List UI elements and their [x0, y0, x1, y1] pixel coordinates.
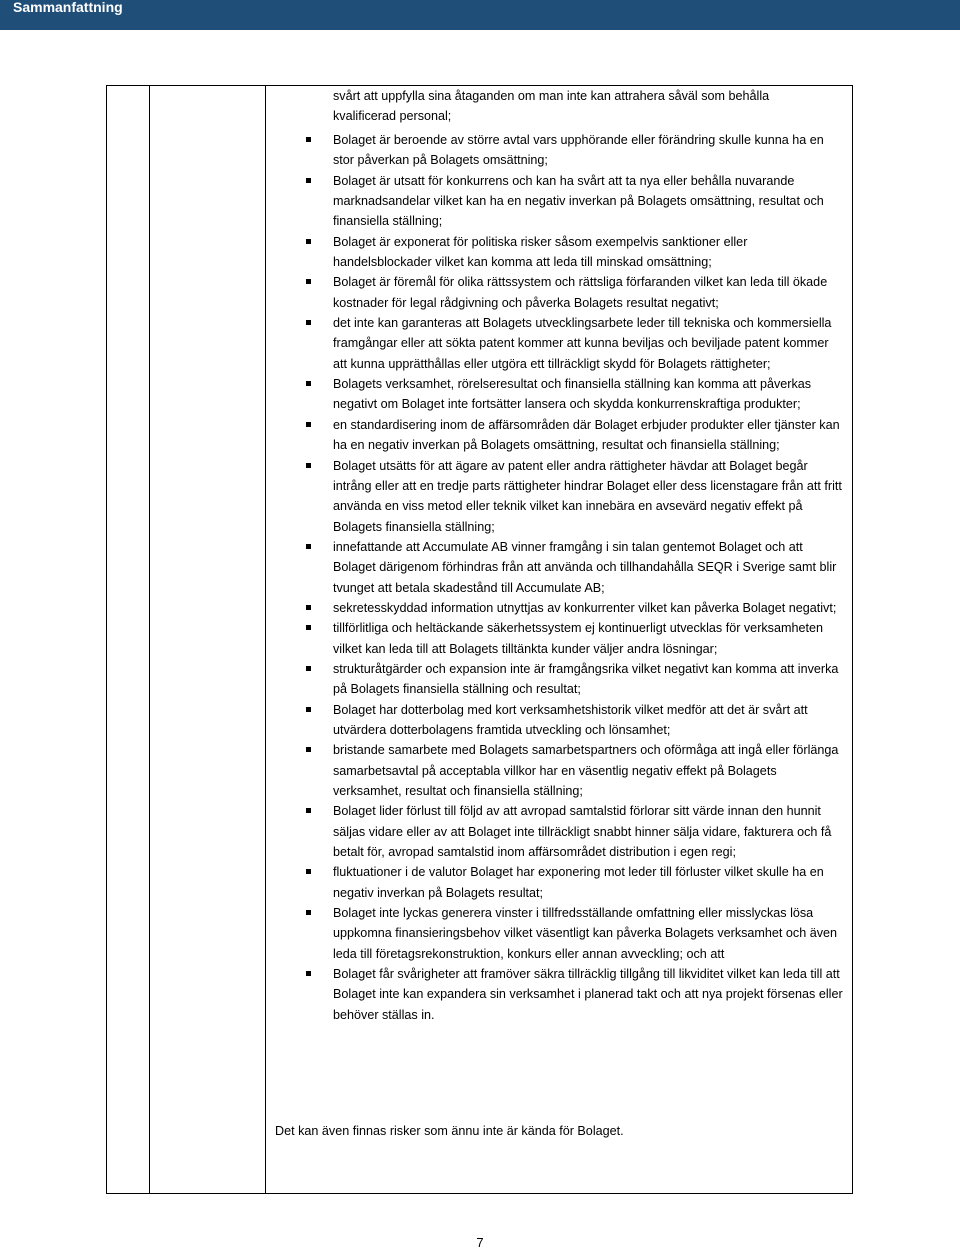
- square-bullet-icon: [306, 320, 311, 325]
- list-item: [306, 130, 846, 171]
- list-item-text: innefattande att Accumulate AB vinner framgång i sin talan gentemot Bolaget och att Bolaget därigenom förhindras från att använda och tillhandahålla SEQR i Sverige samt blir tvunget att betala skadestånd till Accumulate AB;: [333, 539, 837, 595]
- list-item: [306, 272, 846, 313]
- list-item: [306, 171, 846, 232]
- square-bullet-icon: [306, 808, 311, 813]
- list-item: [306, 801, 846, 862]
- list-item: [306, 415, 846, 456]
- list-item-text: en standardisering inom de affärsområden där Bolaget erbjuder produkter eller tjänster kan ha en negativ inverkan på Bolagets omsättning, resultat och finansiella ställning;: [333, 417, 840, 453]
- list-item-text: Bolaget utsätts för att ägare av patent eller andra rättigheter hävdar att Bolaget begår intrång eller att en tredje parts rättigheter hindrar Bolaget eller dess licenstagare från att fritt använda en viss metod eller teknik vilket kan innebära en avsevärd negativ effekt på Bolagets finansiella ställning;: [333, 458, 842, 534]
- square-bullet-icon: [306, 605, 311, 610]
- continued-text-line: svårt att uppfylla sina åtaganden om man inte kan attrahera såväl som behålla: [333, 89, 770, 103]
- list-item-text: sekretesskyddad information utnyttjas av konkurrenter vilket kan påverka Bolaget negativt;: [333, 600, 837, 615]
- list-item-text: bristande samarbete med Bolagets samarbetspartners och oförmåga att ingå eller förlänga samarbetsavtal på acceptabla villkor har en väsentlig negativ effekt på Bolagets verksamhet, resultat och finansiella ställning;: [333, 743, 839, 798]
- continued-text-line: kvalificerad personal;: [333, 109, 452, 123]
- square-bullet-icon: [306, 971, 311, 976]
- square-bullet-icon: [306, 137, 311, 142]
- risk-list: [306, 130, 846, 1025]
- list-item-text: Bolaget är utsatt för konkurrens och kan ha svårt att ta nya eller behålla nuvarande marknadsandelar vilket kan ha en negativ inverkan på Bolagets omsättning, resultat och finansiella ställning;: [333, 173, 824, 229]
- list-item: [306, 903, 846, 964]
- closing-statement: Det kan även finnas risker som ännu inte är kända för Bolaget.: [275, 1124, 624, 1138]
- list-item: [306, 740, 846, 801]
- square-bullet-icon: [306, 422, 311, 427]
- list-item-text: det inte kan garanteras att Bolagets utvecklingsarbete leder till tekniska och kommersiella framgångar eller att sökta patent kommer att kunna beviljas och beviljade patent kommer att kunna upprätthållas eller utgöra ett tillräckligt skydd för Bolagets rättigheter;: [333, 316, 832, 371]
- list-item-text: strukturåtgärder och expansion inte är framgångsrika vilket negativt kan komma att inverka på Bolagets finansiella ställning och resultat;: [333, 661, 839, 697]
- square-bullet-icon: [306, 239, 311, 244]
- square-bullet-icon: [306, 707, 311, 712]
- list-item: [306, 232, 846, 273]
- list-item: [306, 659, 846, 700]
- list-item-text: Bolaget är beroende av större avtal vars upphörande eller förändring skulle kunna ha en stor påverkan på Bolagets omsättning;: [333, 133, 824, 168]
- list-item: [306, 537, 846, 598]
- list-item: [306, 598, 846, 618]
- list-item: [306, 862, 846, 903]
- list-item: [306, 700, 846, 741]
- table-content-cell: [107, 86, 852, 1193]
- square-bullet-icon: [306, 279, 311, 284]
- list-item-text: Bolaget är exponerat för politiska risker såsom exempelvis sanktioner eller handelsblockader vilket kan komma att leda till minskad omsättning;: [333, 234, 748, 270]
- square-bullet-icon: [306, 178, 311, 183]
- list-item-text: fluktuationer i de valutor Bolaget har exponering mot leder till förluster vilket skulle ha en negativ inverkan på Bolagets resultat;: [333, 865, 824, 900]
- list-item: [306, 456, 846, 537]
- list-item-text: Bolaget är föremål för olika rättssystem och rättsliga förfaranden vilket kan leda till ökade kostnader för legal rådgivning och påverka Bolagets resultat negativt;: [333, 275, 828, 310]
- list-item-text: Bolaget lider förlust till följd av att avropad samtalstid förlorar sitt värde innan den hunnit säljas vidare eller av att Bolaget inte tillräckligt snabbt hinner sälja vidare, fakturera och få betalt för, avropad samtalstid inom affärsområdet distribution i egen regi;: [333, 804, 832, 860]
- list-item-text: Bolaget har dotterbolag med kort verksamhetshistorik vilket medför att det är svårt att utvärdera dotterbolagens framtida utveckling och lönsamhet;: [333, 702, 808, 737]
- list-item-text: tillförlitliga och heltäckande säkerhetssystem ej kontinuerligt utvecklas för verksamheten vilket kan leda till att Bolagets tilltänkta kunder väljer andra lösningar;: [333, 621, 823, 656]
- list-item: [306, 618, 846, 659]
- list-item-text: Bolaget inte lyckas generera vinster i tillfredsställande omfattning eller misslyckas lösa uppkomna finansieringsbehov vilket väsentligt kan påverka Bolagets verksamhet och även leda till företagsrekonstruktion, konkurs eller annan avveckling; och att: [333, 906, 838, 961]
- square-bullet-icon: [306, 381, 311, 386]
- list-item-text: Bolagets verksamhet, rörelseresultat och finansiella ställning kan komma att påverkas negativt om Bolaget inte fortsätter lansera och skydda konkurrenskraftiga produkter;: [333, 377, 812, 412]
- list-item: [306, 964, 846, 1025]
- square-bullet-icon: [306, 869, 311, 874]
- list-item: [306, 313, 846, 374]
- square-bullet-icon: [306, 544, 311, 549]
- square-bullet-icon: [306, 910, 311, 915]
- square-bullet-icon: [306, 666, 311, 671]
- square-bullet-icon: [306, 625, 311, 630]
- page-number: 7: [476, 1235, 484, 1250]
- list-item-text: Bolaget får svårigheter att framöver säkra tillräcklig tillgång till likviditet vilket kan leda till att Bolaget inte kan expandera sin verksamhet i planerad takt och att nya projekt försenas eller behöver ställas in.: [333, 967, 843, 1022]
- square-bullet-icon: [306, 463, 311, 468]
- square-bullet-icon: [306, 747, 311, 752]
- list-item: [306, 374, 846, 415]
- section-title: Sammanfattning: [13, 0, 123, 15]
- summary-table: [106, 85, 853, 1194]
- section-header-bar: [0, 0, 960, 30]
